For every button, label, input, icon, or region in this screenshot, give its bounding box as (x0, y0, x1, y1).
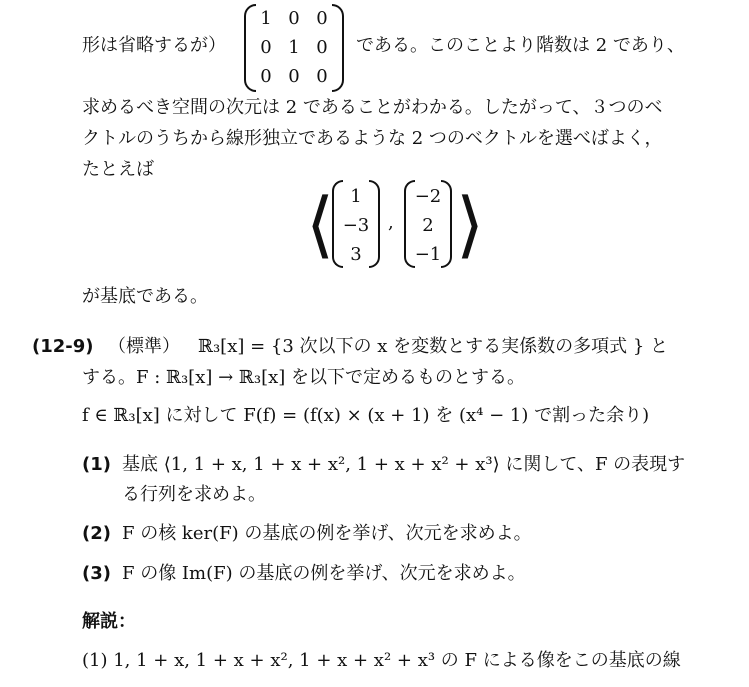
matrix-cell: 1 (260, 8, 272, 29)
item-3-text: F の像 Im(F) の基底の例を挙げ、次元を求めよ。 (122, 563, 526, 584)
problem-definition-line-1: ℝ₃[x] = {3 次以下の x を変数とする実係数の多項式 } と (198, 336, 669, 357)
matrix-cell: 0 (260, 37, 272, 58)
vector-entry: 3 (350, 244, 362, 265)
item-2-text: F の核 ker(F) の基底の例を挙げ、次元を求めよ。 (122, 523, 532, 544)
intro-line-1-after: である。このことより階数は 2 であり、 (356, 35, 685, 56)
intro-conclusion: が基底である。 (82, 286, 208, 307)
matrix-cell: 0 (316, 66, 328, 87)
problem-number: (12-9) (32, 336, 94, 357)
matrix-cell: 1 (288, 37, 300, 58)
solution-line-1: (1) 1, 1 + x, 1 + x + x², 1 + x + x² + x³ の F による像をこの基底の線 (82, 650, 681, 671)
vector-entry: −2 (414, 186, 442, 207)
matrix-cell: 0 (316, 37, 328, 58)
problem-difficulty: （標準） (108, 336, 180, 357)
matrix-cell: 0 (288, 66, 300, 87)
item-1-text-line-2: る行列を求めよ。 (122, 484, 266, 505)
item-1-label: (1) (82, 454, 111, 475)
problem-definition-line-2: する。F : ℝ₃[x] → ℝ₃[x] を以下で定めるものとする。 (82, 367, 525, 388)
intro-line-4: たとえば (82, 159, 154, 180)
right-angle-bracket: ⟩ (456, 182, 485, 266)
vector-entry: 2 (422, 215, 434, 236)
vector-entry: −3 (342, 215, 370, 236)
matrix-cell: 0 (260, 66, 272, 87)
intro-line-1-before: 形は省略するが） (82, 35, 226, 56)
basis-vector-2 (404, 180, 452, 268)
matrix-left-paren (244, 4, 256, 92)
intro-line-2: 求めるべき空間の次元は 2 であることがわかる。したがって、３つのベ (82, 97, 663, 118)
item-3-label: (3) (82, 563, 111, 584)
matrix-right-paren (332, 4, 344, 92)
left-angle-bracket: ⟨ (306, 182, 335, 266)
vector-entry: −1 (414, 244, 442, 265)
vector-entry: 1 (350, 186, 362, 207)
matrix-cell: 0 (316, 8, 328, 29)
basis-vector-1 (332, 180, 380, 268)
item-1-text-line-1: 基底 ⟨1, 1 + x, 1 + x + x², 1 + x + x² + x³⟩ に関して、F の表現す (122, 454, 686, 475)
problem-rule: f ∈ ℝ₃[x] に対して F(f) = (f(x) × (x + 1) を (x⁴ − 1) で割った余り) (82, 405, 650, 426)
basis-vector-set (306, 176, 485, 272)
matrix-cell: 0 (288, 8, 300, 29)
rank-matrix (244, 4, 344, 92)
item-2-label: (2) (82, 523, 111, 544)
solution-heading: 解説： (82, 611, 136, 632)
vector-comma: , (388, 212, 394, 233)
intro-line-3: クトルのうちから線形独立であるような 2 つのベクトルを選べばよく， (82, 128, 663, 149)
